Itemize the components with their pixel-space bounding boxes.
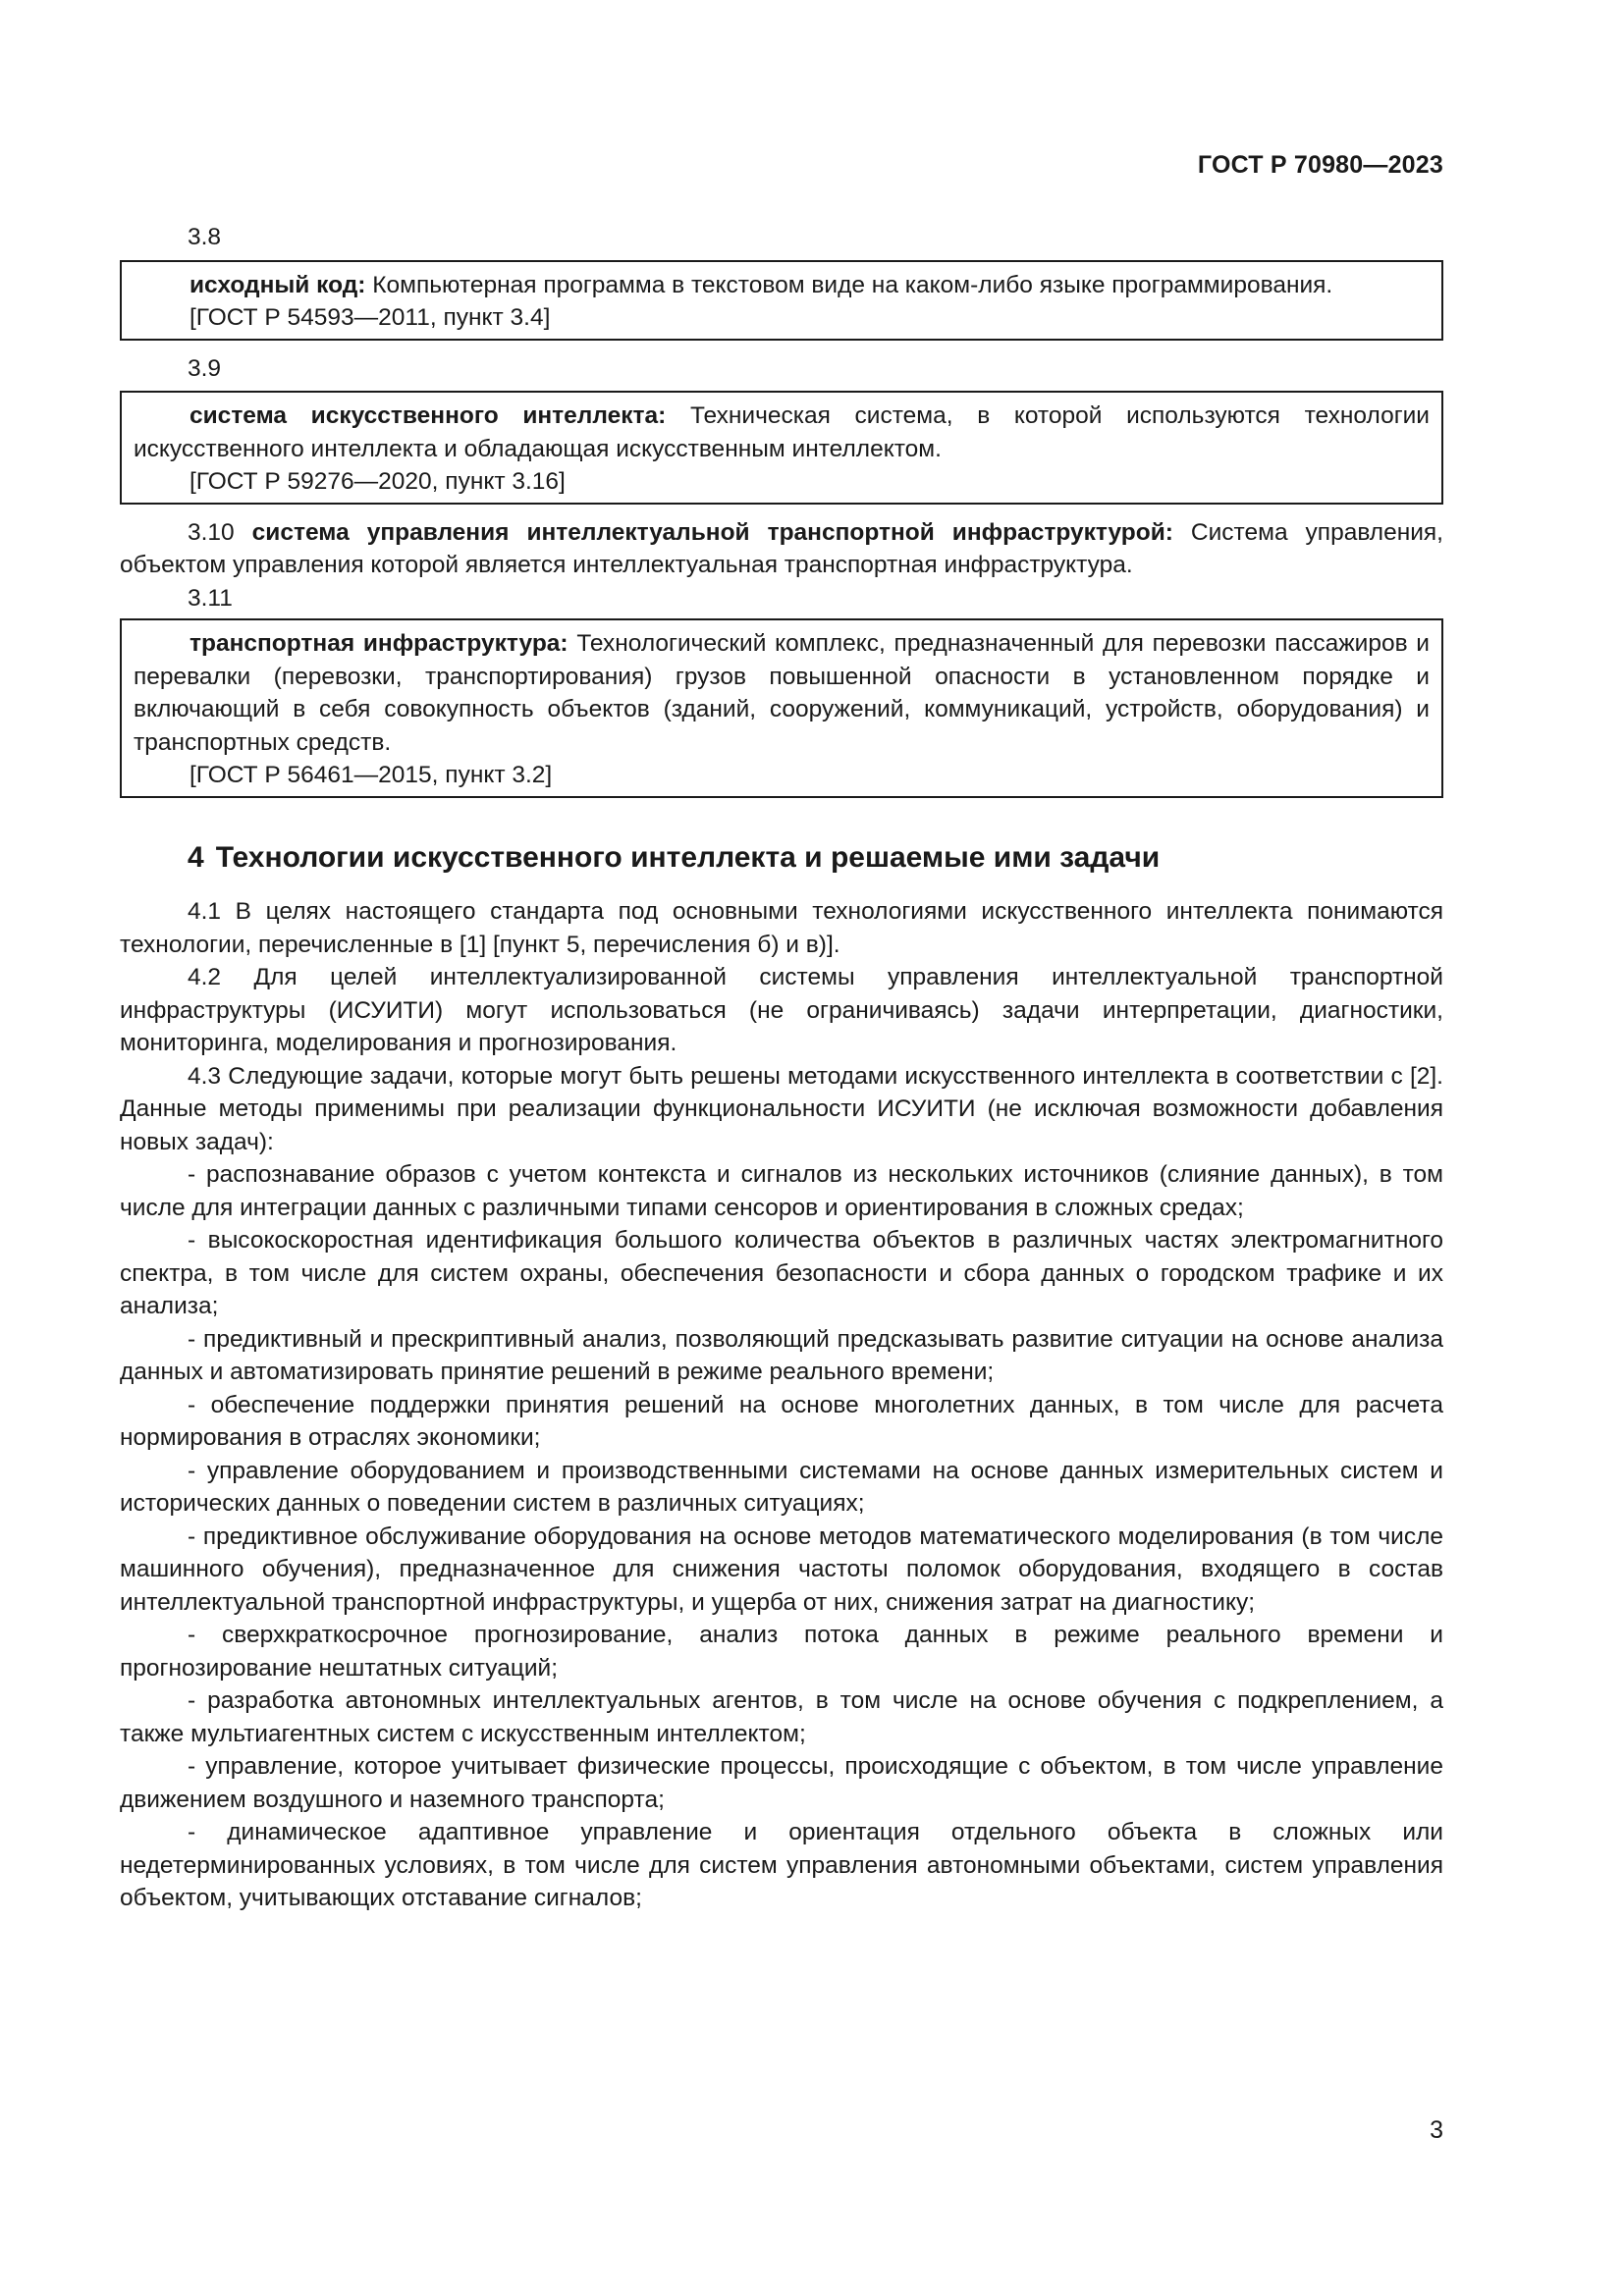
list-item: - распознавание образов с учетом контекста и сигналов из нескольких источников (слияние данных), в том числе для интеграции данных с различными типами сенсоров и ориентирования в сложных средах;: [120, 1161, 1443, 1221]
list-item: - динамическое адаптивное управление и ориентация отдельного объекта в сложных или недетерминированных условиях, в том числе для систем управления автономными объектами, систем управления объектом, учитывающих отставание сигналов;: [120, 1819, 1443, 1911]
list-item: - предиктивный и прескриптивный анализ, позволяющий предсказывать развитие ситуации на основе анализа данных и автоматизировать принятие решений в режиме реального времени;: [120, 1325, 1443, 1385]
term-name: исходный код:: [189, 271, 366, 298]
list-item: - предиктивное обслуживание оборудования на основе методов математического моделирования (в том числе машинного обучения), предназначенное для снижения частоты поломок оборудования, входящего в состав интеллектуальной транспортной инфраструктуры, и ущерба от них, снижения затрат на диагностику;: [120, 1522, 1443, 1616]
list-item: - управление оборудованием и производственными системами на основе данных измерительных систем и исторических данных о поведении систем в различных ситуациях;: [120, 1457, 1443, 1517]
section-heading: [188, 841, 1443, 875]
page-content: [120, 221, 1443, 1915]
term-box: [120, 260, 1443, 341]
term-number: 3.8: [188, 224, 222, 250]
term-number: 3.11: [188, 584, 233, 612]
term-text: Технологический комплекс, предназначенный для перевозки пассажиров и перевалки (перевозки, транспортирования) грузов повышенной опасности в установленном порядке и включающий в себя совокупность объектов (зданий, сооружений, коммуникаций, устройств, оборудования) и транспортных средств.: [134, 630, 1430, 756]
list-item: - обеспечение поддержки принятия решений на основе многолетних данных, в том числе для расчета нормирования в отраслях экономики;: [120, 1391, 1443, 1451]
term-source: [ГОСТ Р 56461—2015, пункт 3.2]: [189, 762, 553, 788]
term-text: Система управления, объектом управления которой является интеллектуальная транспортная инфраструктура.: [120, 518, 1443, 578]
term-text: Компьютерная программа в текстовом виде на каком-либо языке программирования.: [372, 271, 1333, 298]
section-title: Технологии искусственного интеллекта и решаемые ими задачи: [215, 840, 1161, 874]
list-item: - высокоскоростная идентификация большого количества объектов в различных частях электромагнитного спектра, в том числе для систем охраны, обеспечения безопасности и сбора данных о городском трафике и их анализа;: [120, 1227, 1443, 1319]
term-definition: [134, 400, 1430, 465]
term-box: [120, 618, 1443, 798]
list-item: - разработка автономных интеллектуальных агентов, в том числе на основе обучения с подкреплением, а также мультиагентных систем с искусственным интеллектом;: [120, 1687, 1443, 1747]
paragraph-4-2: 4.2 Для целей интеллектуализированной системы управления интеллектуальной транспортной инфраструктуры (ИСУИТИ) могут использоваться (не ограничиваясь) задачи интерпретации, диагностики, мониторинга, моделирования и прогнозирования.: [120, 964, 1443, 1056]
term-number: 3.9: [188, 354, 222, 382]
term-definition: [134, 627, 1430, 759]
paragraph-4-1: 4.1 В целях настоящего стандарта под основными технологиями искусственного интеллекта понимаются технологии, перечисленные в [1] [пункт 5, перечисления б) и в)].: [120, 898, 1443, 958]
section-number: 4: [188, 840, 204, 874]
term-box: [120, 391, 1443, 505]
document-header: ГОСТ Р 70980—2023: [1197, 151, 1443, 179]
term-name: система искусственного интеллекта:: [189, 402, 667, 429]
term-definition: [134, 269, 1430, 302]
term-name: транспортная инфраструктура:: [189, 630, 568, 657]
term-source: [ГОСТ Р 59276—2020, пункт 3.16]: [189, 468, 566, 495]
term-number: 3.10: [188, 518, 235, 546]
list-item: - управление, которое учитывает физические процессы, происходящие с объектом, в том числе управление движением воздушного и наземного транспорта;: [120, 1753, 1443, 1813]
term-source: [ГОСТ Р 54593—2011, пункт 3.4]: [189, 304, 551, 331]
list-item: - сверхкраткосрочное прогнозирование, анализ потока данных в режиме реального времени и прогнозирование нештатных ситуаций;: [120, 1622, 1443, 1682]
paragraph-4-3: 4.3 Следующие задачи, которые могут быть решены методами искусственного интеллекта в соответствии с [2]. Данные методы применимы при реализации функциональности ИСУИТИ (не исключая возможности добавления новых задач):: [120, 1062, 1443, 1155]
task-list: [120, 1158, 1443, 1915]
term-name: система управления интеллектуальной транспортной инфраструктурой:: [251, 518, 1173, 546]
term-definition-plain: [120, 516, 1443, 582]
page-number: 3: [1430, 2116, 1443, 2144]
term-text: Техническая система, в которой используются технологии искусственного интеллекта и обладающая искусственным интеллектом.: [134, 402, 1430, 462]
